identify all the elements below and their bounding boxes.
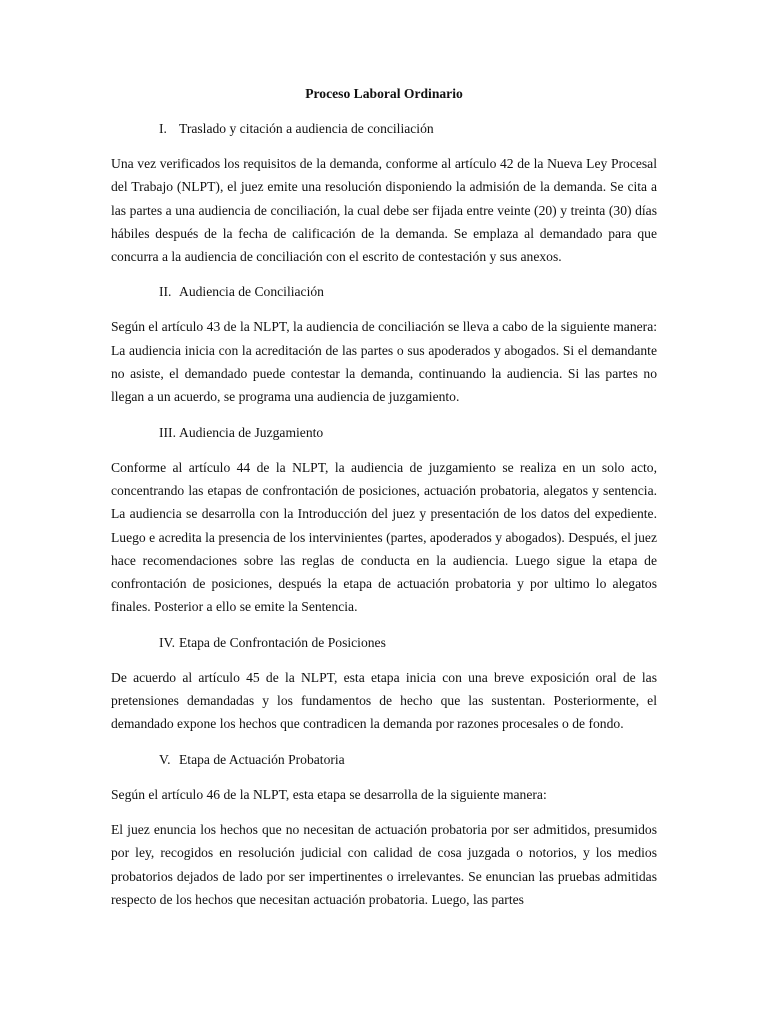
paragraph: Según el artículo 46 de la NLPT, esta etapa se desarrolla de la siguiente manera:	[111, 786, 547, 802]
section-heading-4	[111, 631, 657, 654]
section-title: Audiencia de Juzgamiento	[179, 424, 324, 440]
paragraph: El juez enuncia los hechos que no necesitan de actuación probatoria por ser admitidos, presumidos por ley, recogidos en resolución judicial con calidad de cosa juzgada o notorios, y los medios probatorios dejados de lado por ser impertinentes o irrelevantes. Se enuncian las pruebas admitidas respecto de los hechos que necesitan actuación probatoria. Luego, las partes	[111, 821, 657, 907]
section-title: Etapa de Actuación Probatoria	[179, 751, 345, 767]
section-number: IV.	[159, 634, 175, 650]
document-page	[111, 82, 657, 923]
section-title: Audiencia de Conciliación	[179, 284, 324, 300]
paragraph: Según el artículo 43 de la NLPT, la audiencia de conciliación se lleva a cabo de la siguiente manera: La audiencia inicia con la acreditación de las partes o sus apoderados y abogados. Si el demandante no asiste, el demandado puede contestar la demanda, continuando la audiencia. Si las partes no llegan a un acuerdo, se programa una audiencia de juzgamiento.	[111, 319, 657, 405]
section-number: V.	[159, 751, 171, 767]
paragraph: Conforme al artículo 44 de la NLPT, la audiencia de juzgamiento se realiza en un solo acto, concentrando las etapas de confrontación de posiciones, actuación probatoria, alegatos y sentencia. La audiencia se desarrolla con la Introducción del juez y presentación de los datos del expediente. Luego e acredita la presencia de los intervinientes (partes, apoderados y abogados). Después, el juez hace recomendaciones sobre las reglas de conducta en la audiencia. Luego sigue la etapa de confrontación de posiciones, después la etapa de actuación probatoria y por ultimo lo alegatos finales. Posterior a ello se emite la Sentencia.	[111, 459, 657, 615]
section-number: II.	[159, 284, 172, 300]
section-heading-5	[111, 748, 657, 771]
section-title: Etapa de Confrontación de Posiciones	[179, 634, 386, 650]
section-heading-3	[111, 421, 657, 444]
section-title: Traslado y citación a audiencia de conciliación	[179, 121, 434, 136]
section-number: III.	[159, 424, 176, 440]
document-title: Proceso Laboral Ordinario	[305, 86, 463, 101]
section-heading-2	[111, 280, 657, 303]
paragraph: Una vez verificados los requisitos de la demanda, conforme al artículo 42 de la Nueva Ley Procesal del Trabajo (NLPT), el juez emite una resolución disponiendo la admisión de la demanda. Se cita a las partes a una audiencia de conciliación, la cual debe ser fijada entre veinte (20) y treinta (30) días hábiles después de la fecha de calificación de la demanda. Se emplaza al demandado para que concurra a la audiencia de conciliación con el escrito de contestación y sus anexos.	[111, 156, 657, 265]
section-number: I.	[159, 121, 167, 136]
section-heading-1	[111, 117, 657, 140]
paragraph: De acuerdo al artículo 45 de la NLPT, esta etapa inicia con una breve exposición oral de las pretensiones demandadas y los fundamentos de hecho que las sustentan. Posteriormente, el demandado expone los hechos que contradicen la demanda por razones procesales o de fondo.	[111, 669, 657, 732]
